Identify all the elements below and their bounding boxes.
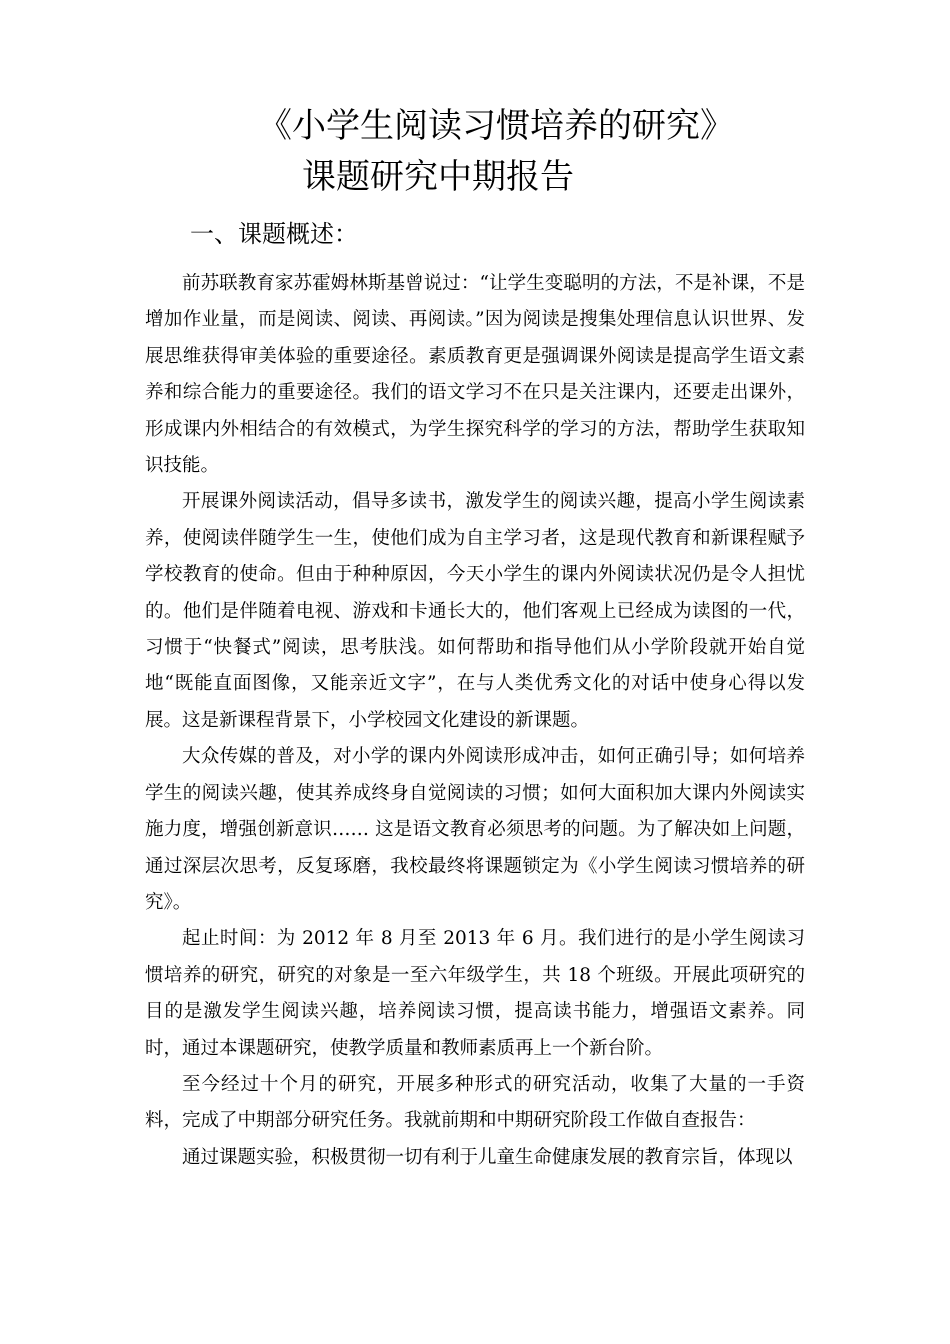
paragraph: 前苏联教育家苏霍姆林斯基曾说过：“让学生变聪明的方法，不是补课，不是增加作业量，而是阅读、阅读、再阅读。”因为阅读是搜集处理信息认识世界、发展思维获得审美体验的重要途径。素质教育更是强调课外阅读是提高学生语文素养和综合能力的重要途径。我们的语文学习不在只是关注课内，还要走出课外，形成课内外相结合的有效模式，为学生探究科学的学习的方法，帮助学生获取知识技能。 xyxy=(145,273,805,477)
report-subtitle: 课题研究中期报告 xyxy=(302,157,574,197)
paragraph: 至今经过十个月的研究，开展多种形式的研究活动，收集了大量的一手资料，完成了中期部分研究任务。我就前期和中期研究阶段工作做自查报告： xyxy=(145,1073,805,1132)
paragraph: 起止时间：为 2012 年 8 月至 2013 年 6 月。我们进行的是小学生阅读习惯培养的研究，研究的对象是一至六年级学生，共 18 个班级。开展此项研究的目的是激发学生阅读兴趣，培养阅读习惯，提高读书能力，增强语文素养。同时，通过本课题研究，使教学质量和教师素质再上一个新台阶。 xyxy=(145,928,805,1059)
section-heading: 一、课题概述： xyxy=(190,220,358,248)
report-title: 《小学生阅读习惯培养的研究》 xyxy=(258,106,734,146)
paragraph: 大众传媒的普及，对小学的课内外阅读形成冲击，如何正确引导；如何培养学生的阅读兴趣，使其养成终身自觉阅读的习惯；如何大面积加大课内外阅读实施力度，增强创新意识…… 这是语文教育必须思考的问题。为了解决如上问题，通过深层次思考，反复琢磨，我校最终将课题锁定为《小学生阅读习惯培养的研究》。 xyxy=(145,746,805,913)
paragraph: 开展课外阅读活动，倡导多读书，激发学生的阅读兴趣，提高小学生阅读素养，使阅读伴随学生一生，使他们成为自主学习者，这是现代教育和新课程赋予学校教育的使命。但由于种种原因，今天小学生的课内外阅读状况仍是令人担忧的。他们是伴随着电视、游戏和卡通长大的，他们客观上已经成为读图的一代，习惯于“快餐式”阅读，思考肤浅。如何帮助和指导他们从小学阶段就开始自觉地“既能直面图像，又能亲近文字”，在与人类优秀文化的对话中使身心得以发展。这是新课程背景下，小学校园文化建设的新课题。 xyxy=(145,491,805,731)
paragraph: 通过课题实验，积极贯彻一切有利于儿童生命健康发展的教育宗旨，体现以 xyxy=(182,1146,793,1168)
document-body xyxy=(145,266,805,1176)
